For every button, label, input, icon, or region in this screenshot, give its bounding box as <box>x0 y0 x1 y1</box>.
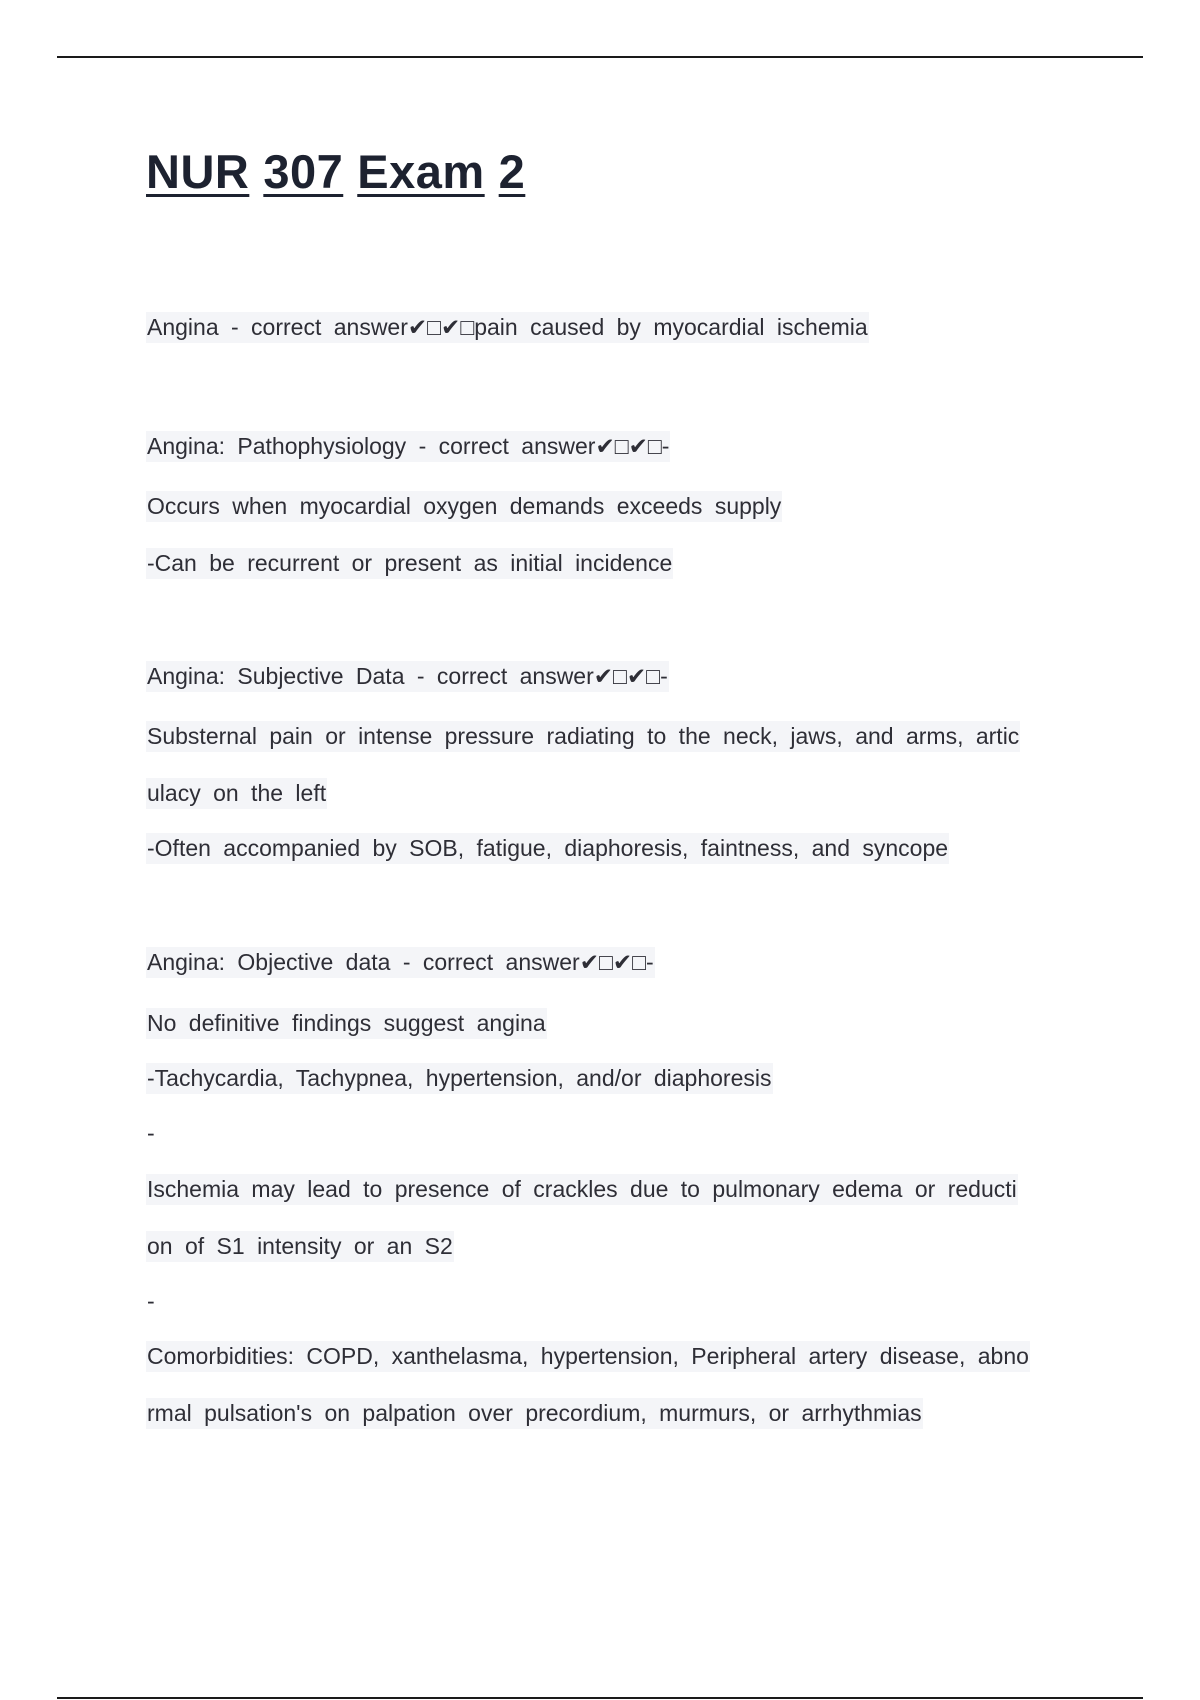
top-rule <box>57 56 1143 58</box>
objective-dash: - <box>147 1120 155 1146</box>
title-word: Exam <box>357 145 485 198</box>
pathophysiology-line: Occurs when myocardial oxygen demands exceeds supply <box>146 491 782 522</box>
title-word: NUR <box>146 145 250 198</box>
flashcard-subjective-heading: Angina: Subjective Data - correct answer✔□✔□- <box>146 661 669 692</box>
objective-line: No definitive findings suggest angina <box>146 1008 547 1039</box>
page-title <box>146 144 539 199</box>
objective-line: rmal pulsation's on palpation over precordium, murmurs, or arrhythmias <box>146 1398 923 1429</box>
subjective-line: -Often accompanied by SOB, fatigue, diaphoresis, faintness, and syncope <box>146 833 949 864</box>
objective-dash: - <box>147 1288 155 1314</box>
objective-line: Ischemia may lead to presence of crackles due to pulmonary edema or reducti <box>146 1174 1018 1205</box>
title-word: 2 <box>498 145 526 198</box>
objective-line: on of S1 intensity or an S2 <box>146 1231 454 1262</box>
subjective-line: Substernal pain or intense pressure radiating to the neck, jaws, and arms, artic <box>146 721 1020 752</box>
title-word: 307 <box>263 145 344 198</box>
flashcard-pathophysiology-heading: Angina: Pathophysiology - correct answer✔□✔□- <box>146 431 670 462</box>
flashcard-angina-definition: Angina - correct answer✔□✔□pain caused by myocardial ischemia <box>146 312 869 343</box>
pathophysiology-line: -Can be recurrent or present as initial incidence <box>146 548 673 579</box>
objective-line: -Tachycardia, Tachypnea, hypertension, and/or diaphoresis <box>146 1063 773 1094</box>
bottom-rule <box>57 1697 1143 1699</box>
objective-line: Comorbidities: COPD, xanthelasma, hypertension, Peripheral artery disease, abno <box>146 1341 1030 1372</box>
flashcard-objective-heading: Angina: Objective data - correct answer✔□✔□- <box>146 947 655 978</box>
subjective-line: ulacy on the left <box>146 778 327 809</box>
